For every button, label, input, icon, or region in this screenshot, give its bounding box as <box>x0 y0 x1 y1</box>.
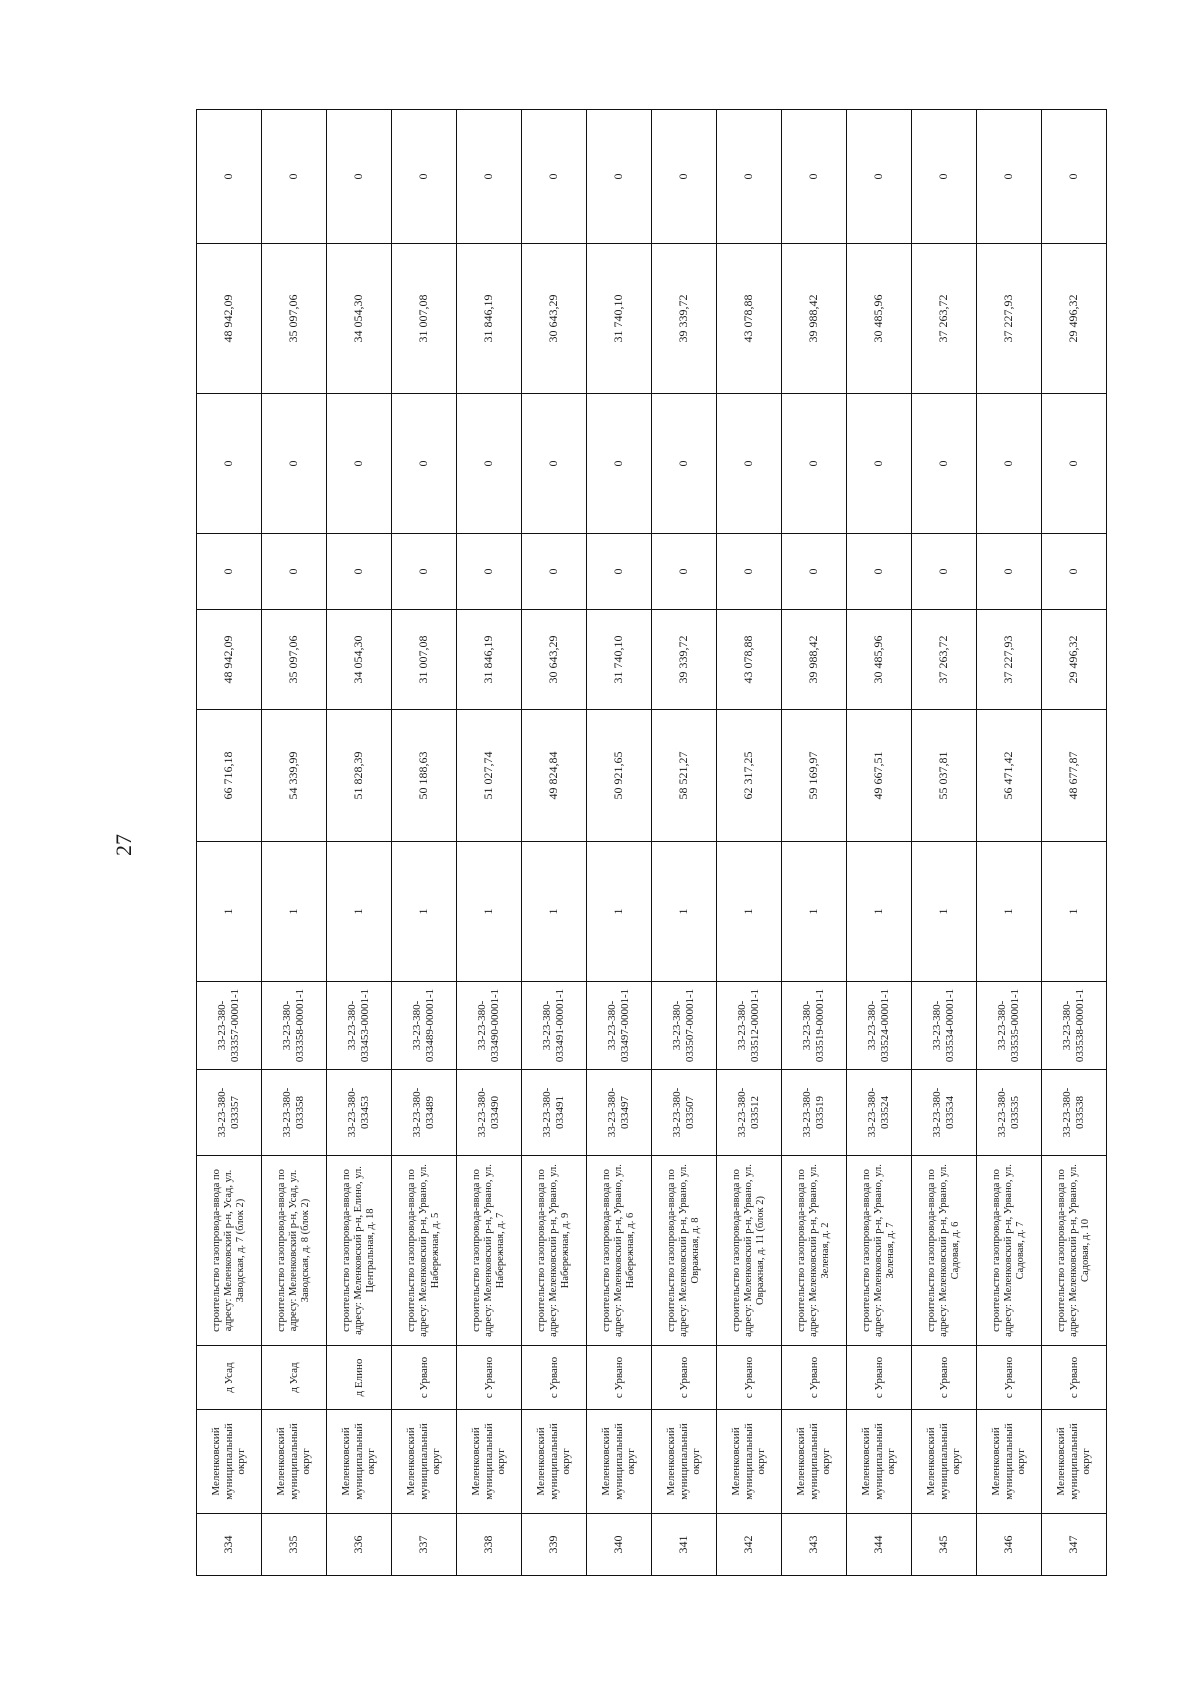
registry-table <box>196 109 1107 1576</box>
amount-repeat-cell: 37 263,72 <box>912 244 977 394</box>
okrug-cell: Меленковский муниципальный округ <box>1042 1410 1107 1514</box>
table-row <box>977 110 1042 1576</box>
description-cell: строительство газопровода-ввода по адресу: Меленковский р-н, Урвано, ул. Овражная, д. 8 <box>652 1156 717 1346</box>
description-cell: строительство газопровода-ввода по адресу: Меленковский р-н, Урвано, ул. Садовая, д. 7 <box>977 1156 1042 1346</box>
full-code-cell: 33-23-380-033490-00001-1 <box>457 982 522 1070</box>
full-code-cell: 33-23-380-033497-00001-1 <box>587 982 652 1070</box>
okrug-cell: Меленковский муниципальный округ <box>912 1410 977 1514</box>
amount-cell: 34 054,30 <box>327 610 392 710</box>
okrug-cell: Меленковский муниципальный округ <box>522 1410 587 1514</box>
full-code-cell: 33-23-380-033538-00001-1 <box>1042 982 1107 1070</box>
quantity-cell: 1 <box>977 842 1042 982</box>
zero-value-cell: 0 <box>717 534 782 610</box>
zero-value-cell: 0 <box>327 394 392 534</box>
zero-value-cell: 0 <box>847 534 912 610</box>
object-code-cell: 33-23-380-033357 <box>197 1070 262 1156</box>
zero-value-cell: 0 <box>522 534 587 610</box>
description-cell: строительство газопровода-ввода по адресу: Меленковский р-н, Урвано, ул. Набережная, д. 9 <box>522 1156 587 1346</box>
amount-repeat-cell: 34 054,30 <box>327 244 392 394</box>
row-number: 337 <box>392 1514 457 1576</box>
quantity-cell: 1 <box>587 842 652 982</box>
quantity-cell: 1 <box>847 842 912 982</box>
zero-value-cell: 0 <box>782 394 847 534</box>
table-row <box>652 110 717 1576</box>
row-number: 344 <box>847 1514 912 1576</box>
okrug-cell: Меленковский муниципальный округ <box>847 1410 912 1514</box>
total-cost-cell: 51 828,39 <box>327 710 392 842</box>
description-cell: строительство газопровода-ввода по адресу: Меленковский р-н, Урвано, ул. Зеленая, д. 7 <box>847 1156 912 1346</box>
full-code-cell: 33-23-380-033519-00001-1 <box>782 982 847 1070</box>
amount-cell: 48 942,09 <box>197 610 262 710</box>
zero-value-cell: 0 <box>912 534 977 610</box>
zero-value-cell: 0 <box>327 534 392 610</box>
amount-cell: 30 643,29 <box>522 610 587 710</box>
zero-value-cell: 0 <box>977 110 1042 244</box>
zero-value-cell: 0 <box>392 394 457 534</box>
zero-value-cell: 0 <box>1042 534 1107 610</box>
okrug-cell: Меленковский муниципальный округ <box>262 1410 327 1514</box>
table-row <box>782 110 847 1576</box>
zero-value-cell: 0 <box>392 110 457 244</box>
row-number: 345 <box>912 1514 977 1576</box>
table-row <box>457 110 522 1576</box>
zero-value-cell: 0 <box>912 110 977 244</box>
object-code-cell: 33-23-380-033534 <box>912 1070 977 1156</box>
zero-value-cell: 0 <box>587 534 652 610</box>
full-code-cell: 33-23-380-033358-00001-1 <box>262 982 327 1070</box>
amount-cell: 30 485,96 <box>847 610 912 710</box>
description-cell: строительство газопровода-ввода по адресу: Меленковский р-н, Урвано, ул. Зеленая, д. 2 <box>782 1156 847 1346</box>
amount-repeat-cell: 39 988,42 <box>782 244 847 394</box>
description-cell: строительство газопровода-ввода по адресу: Меленковский р-н, Урвано, ул. Садовая, д. 6 <box>912 1156 977 1346</box>
amount-cell: 39 339,72 <box>652 610 717 710</box>
zero-value-cell: 0 <box>457 110 522 244</box>
registry-table-rotated <box>196 110 1093 1576</box>
amount-repeat-cell: 31 846,19 <box>457 244 522 394</box>
description-cell: строительство газопровода-ввода по адресу: Меленковский р-н, Усад, ул. Заводская, д. 8 (блок 2) <box>262 1156 327 1346</box>
quantity-cell: 1 <box>1042 842 1107 982</box>
full-code-cell: 33-23-380-033357-00001-1 <box>197 982 262 1070</box>
total-cost-cell: 55 037,81 <box>912 710 977 842</box>
settlement-cell: д Усад <box>197 1346 262 1410</box>
description-cell: строительство газопровода-ввода по адресу: Меленковский р-н, Усад, ул. Заводская, д. 7 (блок 2) <box>197 1156 262 1346</box>
table-row <box>262 110 327 1576</box>
zero-value-cell: 0 <box>522 110 587 244</box>
settlement-cell: д Усад <box>262 1346 327 1410</box>
zero-value-cell: 0 <box>717 110 782 244</box>
object-code-cell: 33-23-380-033358 <box>262 1070 327 1156</box>
total-cost-cell: 59 169,97 <box>782 710 847 842</box>
amount-cell: 43 078,88 <box>717 610 782 710</box>
okrug-cell: Меленковский муниципальный округ <box>782 1410 847 1514</box>
total-cost-cell: 51 027,74 <box>457 710 522 842</box>
settlement-cell: с Урвано <box>522 1346 587 1410</box>
zero-value-cell: 0 <box>522 394 587 534</box>
amount-repeat-cell: 31 740,10 <box>587 244 652 394</box>
quantity-cell: 1 <box>522 842 587 982</box>
full-code-cell: 33-23-380-033489-00001-1 <box>392 982 457 1070</box>
amount-repeat-cell: 30 643,29 <box>522 244 587 394</box>
total-cost-cell: 66 716,18 <box>197 710 262 842</box>
amount-repeat-cell: 48 942,09 <box>197 244 262 394</box>
amount-repeat-cell: 30 485,96 <box>847 244 912 394</box>
total-cost-cell: 62 317,25 <box>717 710 782 842</box>
zero-value-cell: 0 <box>392 534 457 610</box>
zero-value-cell: 0 <box>1042 394 1107 534</box>
zero-value-cell: 0 <box>457 394 522 534</box>
quantity-cell: 1 <box>717 842 782 982</box>
okrug-cell: Меленковский муниципальный округ <box>457 1410 522 1514</box>
full-code-cell: 33-23-380-033491-00001-1 <box>522 982 587 1070</box>
object-code-cell: 33-23-380-033497 <box>587 1070 652 1156</box>
settlement-cell: с Урвано <box>717 1346 782 1410</box>
table-row <box>197 110 262 1576</box>
amount-cell: 31 740,10 <box>587 610 652 710</box>
zero-value-cell: 0 <box>262 110 327 244</box>
quantity-cell: 1 <box>912 842 977 982</box>
zero-value-cell: 0 <box>977 534 1042 610</box>
zero-value-cell: 0 <box>262 534 327 610</box>
full-code-cell: 33-23-380-033534-00001-1 <box>912 982 977 1070</box>
description-cell: строительство газопровода-ввода по адресу: Меленковский р-н, Елино, ул. Центральная, д. 18 <box>327 1156 392 1346</box>
object-code-cell: 33-23-380-033524 <box>847 1070 912 1156</box>
amount-cell: 31 846,19 <box>457 610 522 710</box>
zero-value-cell: 0 <box>847 110 912 244</box>
total-cost-cell: 49 667,51 <box>847 710 912 842</box>
zero-value-cell: 0 <box>782 534 847 610</box>
full-code-cell: 33-23-380-033453-00001-1 <box>327 982 392 1070</box>
quantity-cell: 1 <box>782 842 847 982</box>
amount-repeat-cell: 43 078,88 <box>717 244 782 394</box>
settlement-cell: с Урвано <box>587 1346 652 1410</box>
page-number: 27 <box>111 834 136 856</box>
full-code-cell: 33-23-380-033507-00001-1 <box>652 982 717 1070</box>
zero-value-cell: 0 <box>782 110 847 244</box>
total-cost-cell: 48 677,87 <box>1042 710 1107 842</box>
zero-value-cell: 0 <box>652 394 717 534</box>
amount-repeat-cell: 31 007,08 <box>392 244 457 394</box>
registry-table-body <box>197 110 1107 1576</box>
table-row <box>522 110 587 1576</box>
settlement-cell: с Урвано <box>977 1346 1042 1410</box>
row-number: 340 <box>587 1514 652 1576</box>
okrug-cell: Меленковский муниципальный округ <box>392 1410 457 1514</box>
object-code-cell: 33-23-380-033519 <box>782 1070 847 1156</box>
okrug-cell: Меленковский муниципальный округ <box>197 1410 262 1514</box>
zero-value-cell: 0 <box>327 110 392 244</box>
zero-value-cell: 0 <box>197 394 262 534</box>
row-number: 335 <box>262 1514 327 1576</box>
table-row <box>392 110 457 1576</box>
zero-value-cell: 0 <box>197 534 262 610</box>
zero-value-cell: 0 <box>587 110 652 244</box>
amount-repeat-cell: 39 339,72 <box>652 244 717 394</box>
zero-value-cell: 0 <box>262 394 327 534</box>
description-cell: строительство газопровода-ввода по адресу: Меленковский р-н, Урвано, ул. Овражная, д. 11 (блок 2) <box>717 1156 782 1346</box>
object-code-cell: 33-23-380-033535 <box>977 1070 1042 1156</box>
amount-cell: 37 227,93 <box>977 610 1042 710</box>
quantity-cell: 1 <box>197 842 262 982</box>
quantity-cell: 1 <box>327 842 392 982</box>
settlement-cell: с Урвано <box>782 1346 847 1410</box>
zero-value-cell: 0 <box>652 110 717 244</box>
okrug-cell: Меленковский муниципальный округ <box>717 1410 782 1514</box>
row-number: 338 <box>457 1514 522 1576</box>
zero-value-cell: 0 <box>652 534 717 610</box>
settlement-cell: д Елино <box>327 1346 392 1410</box>
table-row <box>847 110 912 1576</box>
full-code-cell: 33-23-380-033512-00001-1 <box>717 982 782 1070</box>
full-code-cell: 33-23-380-033535-00001-1 <box>977 982 1042 1070</box>
object-code-cell: 33-23-380-033453 <box>327 1070 392 1156</box>
row-number: 339 <box>522 1514 587 1576</box>
quantity-cell: 1 <box>262 842 327 982</box>
settlement-cell: с Урвано <box>912 1346 977 1410</box>
object-code-cell: 33-23-380-033491 <box>522 1070 587 1156</box>
row-number: 336 <box>327 1514 392 1576</box>
object-code-cell: 33-23-380-033489 <box>392 1070 457 1156</box>
zero-value-cell: 0 <box>197 110 262 244</box>
description-cell: строительство газопровода-ввода по адресу: Меленковский р-н, Урвано, ул. Набережная, д. 5 <box>392 1156 457 1346</box>
row-number: 334 <box>197 1514 262 1576</box>
object-code-cell: 33-23-380-033507 <box>652 1070 717 1156</box>
total-cost-cell: 54 339,99 <box>262 710 327 842</box>
okrug-cell: Меленковский муниципальный округ <box>977 1410 1042 1514</box>
table-row <box>327 110 392 1576</box>
description-cell: строительство газопровода-ввода по адресу: Меленковский р-н, Урвано, ул. Набережная, д. 6 <box>587 1156 652 1346</box>
table-row <box>587 110 652 1576</box>
table-row <box>717 110 782 1576</box>
amount-repeat-cell: 37 227,93 <box>977 244 1042 394</box>
quantity-cell: 1 <box>652 842 717 982</box>
row-number: 341 <box>652 1514 717 1576</box>
zero-value-cell: 0 <box>977 394 1042 534</box>
total-cost-cell: 50 188,63 <box>392 710 457 842</box>
okrug-cell: Меленковский муниципальный округ <box>587 1410 652 1514</box>
amount-repeat-cell: 29 496,32 <box>1042 244 1107 394</box>
amount-cell: 31 007,08 <box>392 610 457 710</box>
row-number: 342 <box>717 1514 782 1576</box>
full-code-cell: 33-23-380-033524-00001-1 <box>847 982 912 1070</box>
zero-value-cell: 0 <box>912 394 977 534</box>
settlement-cell: с Урвано <box>847 1346 912 1410</box>
registry-table-wrapper <box>196 110 1093 1700</box>
total-cost-cell: 49 824,84 <box>522 710 587 842</box>
zero-value-cell: 0 <box>587 394 652 534</box>
object-code-cell: 33-23-380-033512 <box>717 1070 782 1156</box>
amount-cell: 37 263,72 <box>912 610 977 710</box>
row-number: 343 <box>782 1514 847 1576</box>
settlement-cell: с Урвано <box>652 1346 717 1410</box>
total-cost-cell: 58 521,27 <box>652 710 717 842</box>
settlement-cell: с Урвано <box>457 1346 522 1410</box>
description-cell: строительство газопровода-ввода по адресу: Меленковский р-н, Урвано, ул. Садовая, д. 10 <box>1042 1156 1107 1346</box>
zero-value-cell: 0 <box>717 394 782 534</box>
table-row <box>912 110 977 1576</box>
object-code-cell: 33-23-380-033538 <box>1042 1070 1107 1156</box>
table-row <box>1042 110 1107 1576</box>
settlement-cell: с Урвано <box>392 1346 457 1410</box>
amount-cell: 35 097,06 <box>262 610 327 710</box>
amount-cell: 29 496,32 <box>1042 610 1107 710</box>
total-cost-cell: 50 921,65 <box>587 710 652 842</box>
total-cost-cell: 56 471,42 <box>977 710 1042 842</box>
zero-value-cell: 0 <box>457 534 522 610</box>
amount-repeat-cell: 35 097,06 <box>262 244 327 394</box>
okrug-cell: Меленковский муниципальный округ <box>327 1410 392 1514</box>
zero-value-cell: 0 <box>1042 110 1107 244</box>
okrug-cell: Меленковский муниципальный округ <box>652 1410 717 1514</box>
amount-cell: 39 988,42 <box>782 610 847 710</box>
row-number: 347 <box>1042 1514 1107 1576</box>
settlement-cell: с Урвано <box>1042 1346 1107 1410</box>
object-code-cell: 33-23-380-033490 <box>457 1070 522 1156</box>
quantity-cell: 1 <box>457 842 522 982</box>
zero-value-cell: 0 <box>847 394 912 534</box>
row-number: 346 <box>977 1514 1042 1576</box>
quantity-cell: 1 <box>392 842 457 982</box>
description-cell: строительство газопровода-ввода по адресу: Меленковский р-н, Урвано, ул. Набережная, д. 7 <box>457 1156 522 1346</box>
